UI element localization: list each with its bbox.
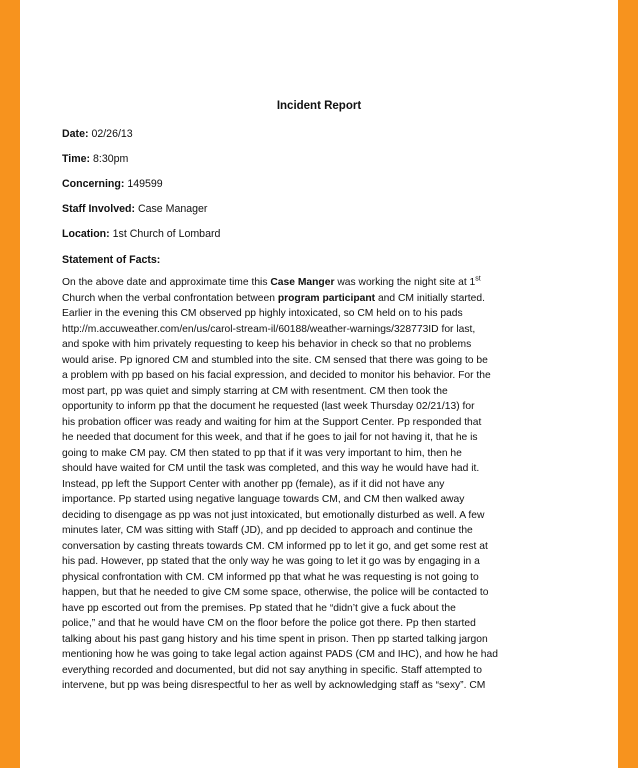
statement-text-b1: Case Manger [270,277,335,288]
statement-line [62,492,592,508]
time-field [62,153,128,165]
statement-text-t1: a problem with pp based on his facial expression, and decided to monitor his behavior. For the [62,370,491,381]
statement-line [62,632,592,648]
statement-line [62,446,592,462]
statement-text-t1: he needed that document for this week, and that if he goes to jail for not having it, that he is [62,432,478,443]
statement-text-t1: On the above date and approximate time this [62,277,271,288]
statement-line [62,384,592,400]
statement-line [62,570,592,586]
statement-text-t1: police,” and that he would have CM on the floor before the police got there. Pp then started [62,618,476,629]
statement-text-t1: importance. Pp started using negative language towards CM, and CM then walked away [62,494,465,505]
statement-line [62,663,592,679]
staff-involved-field [62,203,207,215]
statement-line [62,508,592,524]
time-value: 8:30pm [93,153,129,165]
location-label: Location: [62,228,110,240]
concerning-value: 149599 [127,178,163,190]
statement-line [62,523,592,539]
statement-text-t1: Instead, pp left the Support Center with another pp (female), as if it did not have any [62,478,445,490]
statement-line [62,678,592,694]
statement-text-t1: and spoke with him privately requesting to keep his behavior in check so that no problems [62,339,472,350]
statement-text-t1: mentioning how he was going to take legal action against PADS (CM and IHC), and how he had [62,649,498,660]
time-label: Time: [62,153,91,165]
document-page [20,0,618,768]
statement-text-sup: st [475,275,481,283]
statement-text-t1: Earlier in the evening this CM observed pp highly intoxicated, so CM held on to his pads [62,308,463,319]
statement-line [62,415,592,431]
statement-line [62,554,592,570]
statement-line [62,275,592,291]
statement-line [62,477,592,493]
statement-text-t1: his pad. However, pp stated that the only way he was going to let it go was by engaging in a [62,556,480,567]
statement-text-t1: physical confrontation with CM. CM informed pp that what he was requesting is not going to [62,571,479,583]
statement-text-t2: and CM initially started. [375,292,485,304]
statement-text-t1: minutes later, CM was sitting with Staff (JD), and pp decided to approach and continue the [62,525,473,536]
statement-line [62,539,592,555]
statement-text-t1: http://m.accuweather.com/en/us/carol-stream-il/60188/weather-warnings/328773ID for last, [62,323,476,335]
statement-text-t1: his probation officer was ready and waiting for him at the Support Center. Pp responded that [62,416,482,428]
statement-text-t2: was working the night site at 1 [334,277,476,288]
statement-line [62,601,592,617]
statement-text-b1: program participant [277,292,376,304]
statement-text-t1: have pp escorted out from the premises. Pp stated that he “didn’t give a fuck about the [62,602,456,614]
statement-text-t1: most part, pp was quiet and simply starring at CM with resentment. CM then took the [62,385,448,397]
statement-text-t1: everything recorded and documented, but did not say anything in specific. Staff attempted to [62,664,482,676]
statement-text-t1: intervene, but pp was being disrespectful to her as well by acknowledging staff as “sexy”. CM [62,680,486,691]
statement-line [62,306,592,322]
statement-heading: Statement of Facts: [62,254,161,266]
staff-involved-label: Staff Involved: [62,203,135,215]
statement-text-t1: happen, but that he needed to give CM some space, otherwise, the police will be contacted to [62,587,489,598]
location-value: 1st Church of Lombard [112,228,221,240]
document-title: Incident Report [276,100,362,112]
statement-text-t1: conversation by casting threats towards CM. CM informed pp to let it go, and get some rest at [62,540,488,552]
statement-line [62,616,592,632]
statement-line [62,430,592,446]
location-field [62,228,220,240]
statement-line [62,368,592,384]
statement-text-t1: should have waited for CM until the task was completed, and this way he would have had it. [62,463,480,474]
statement-line [62,337,592,353]
statement-line [62,585,592,601]
statement-text-t1: opportunity to inform pp that the document he requested (last week Thursday 02/21/13) for [62,401,475,412]
date-field [62,128,133,140]
statement-text-t1: deciding to disengage as pp was not just intoxicated, but emotionally disturbed as well. A few [62,509,485,521]
date-value: 02/26/13 [91,128,133,140]
concerning-field [62,178,163,190]
statement-line [62,461,592,477]
statement-line [62,291,592,307]
date-label: Date: [62,128,89,140]
statement-line [62,322,592,338]
statement-line [62,399,592,415]
staff-involved-value: Case Manager [137,203,208,215]
statement-text-t1: would arise. Pp ignored CM and stumbled into the site. CM sensed that there was going to be [62,354,488,366]
concerning-label: Concerning: [62,178,125,190]
statement-line [62,353,592,369]
statement-text-t1: Church when the verbal confrontation between [62,292,278,304]
statement-line [62,647,592,663]
statement-text-t1: talking about his past gang history and his time spent in prison. Then pp started talking jargon [62,633,488,645]
statement-body [62,275,592,694]
statement-text-t1: going to make CM pay. CM then stated to pp that if it was very important to him, then he [62,447,462,459]
